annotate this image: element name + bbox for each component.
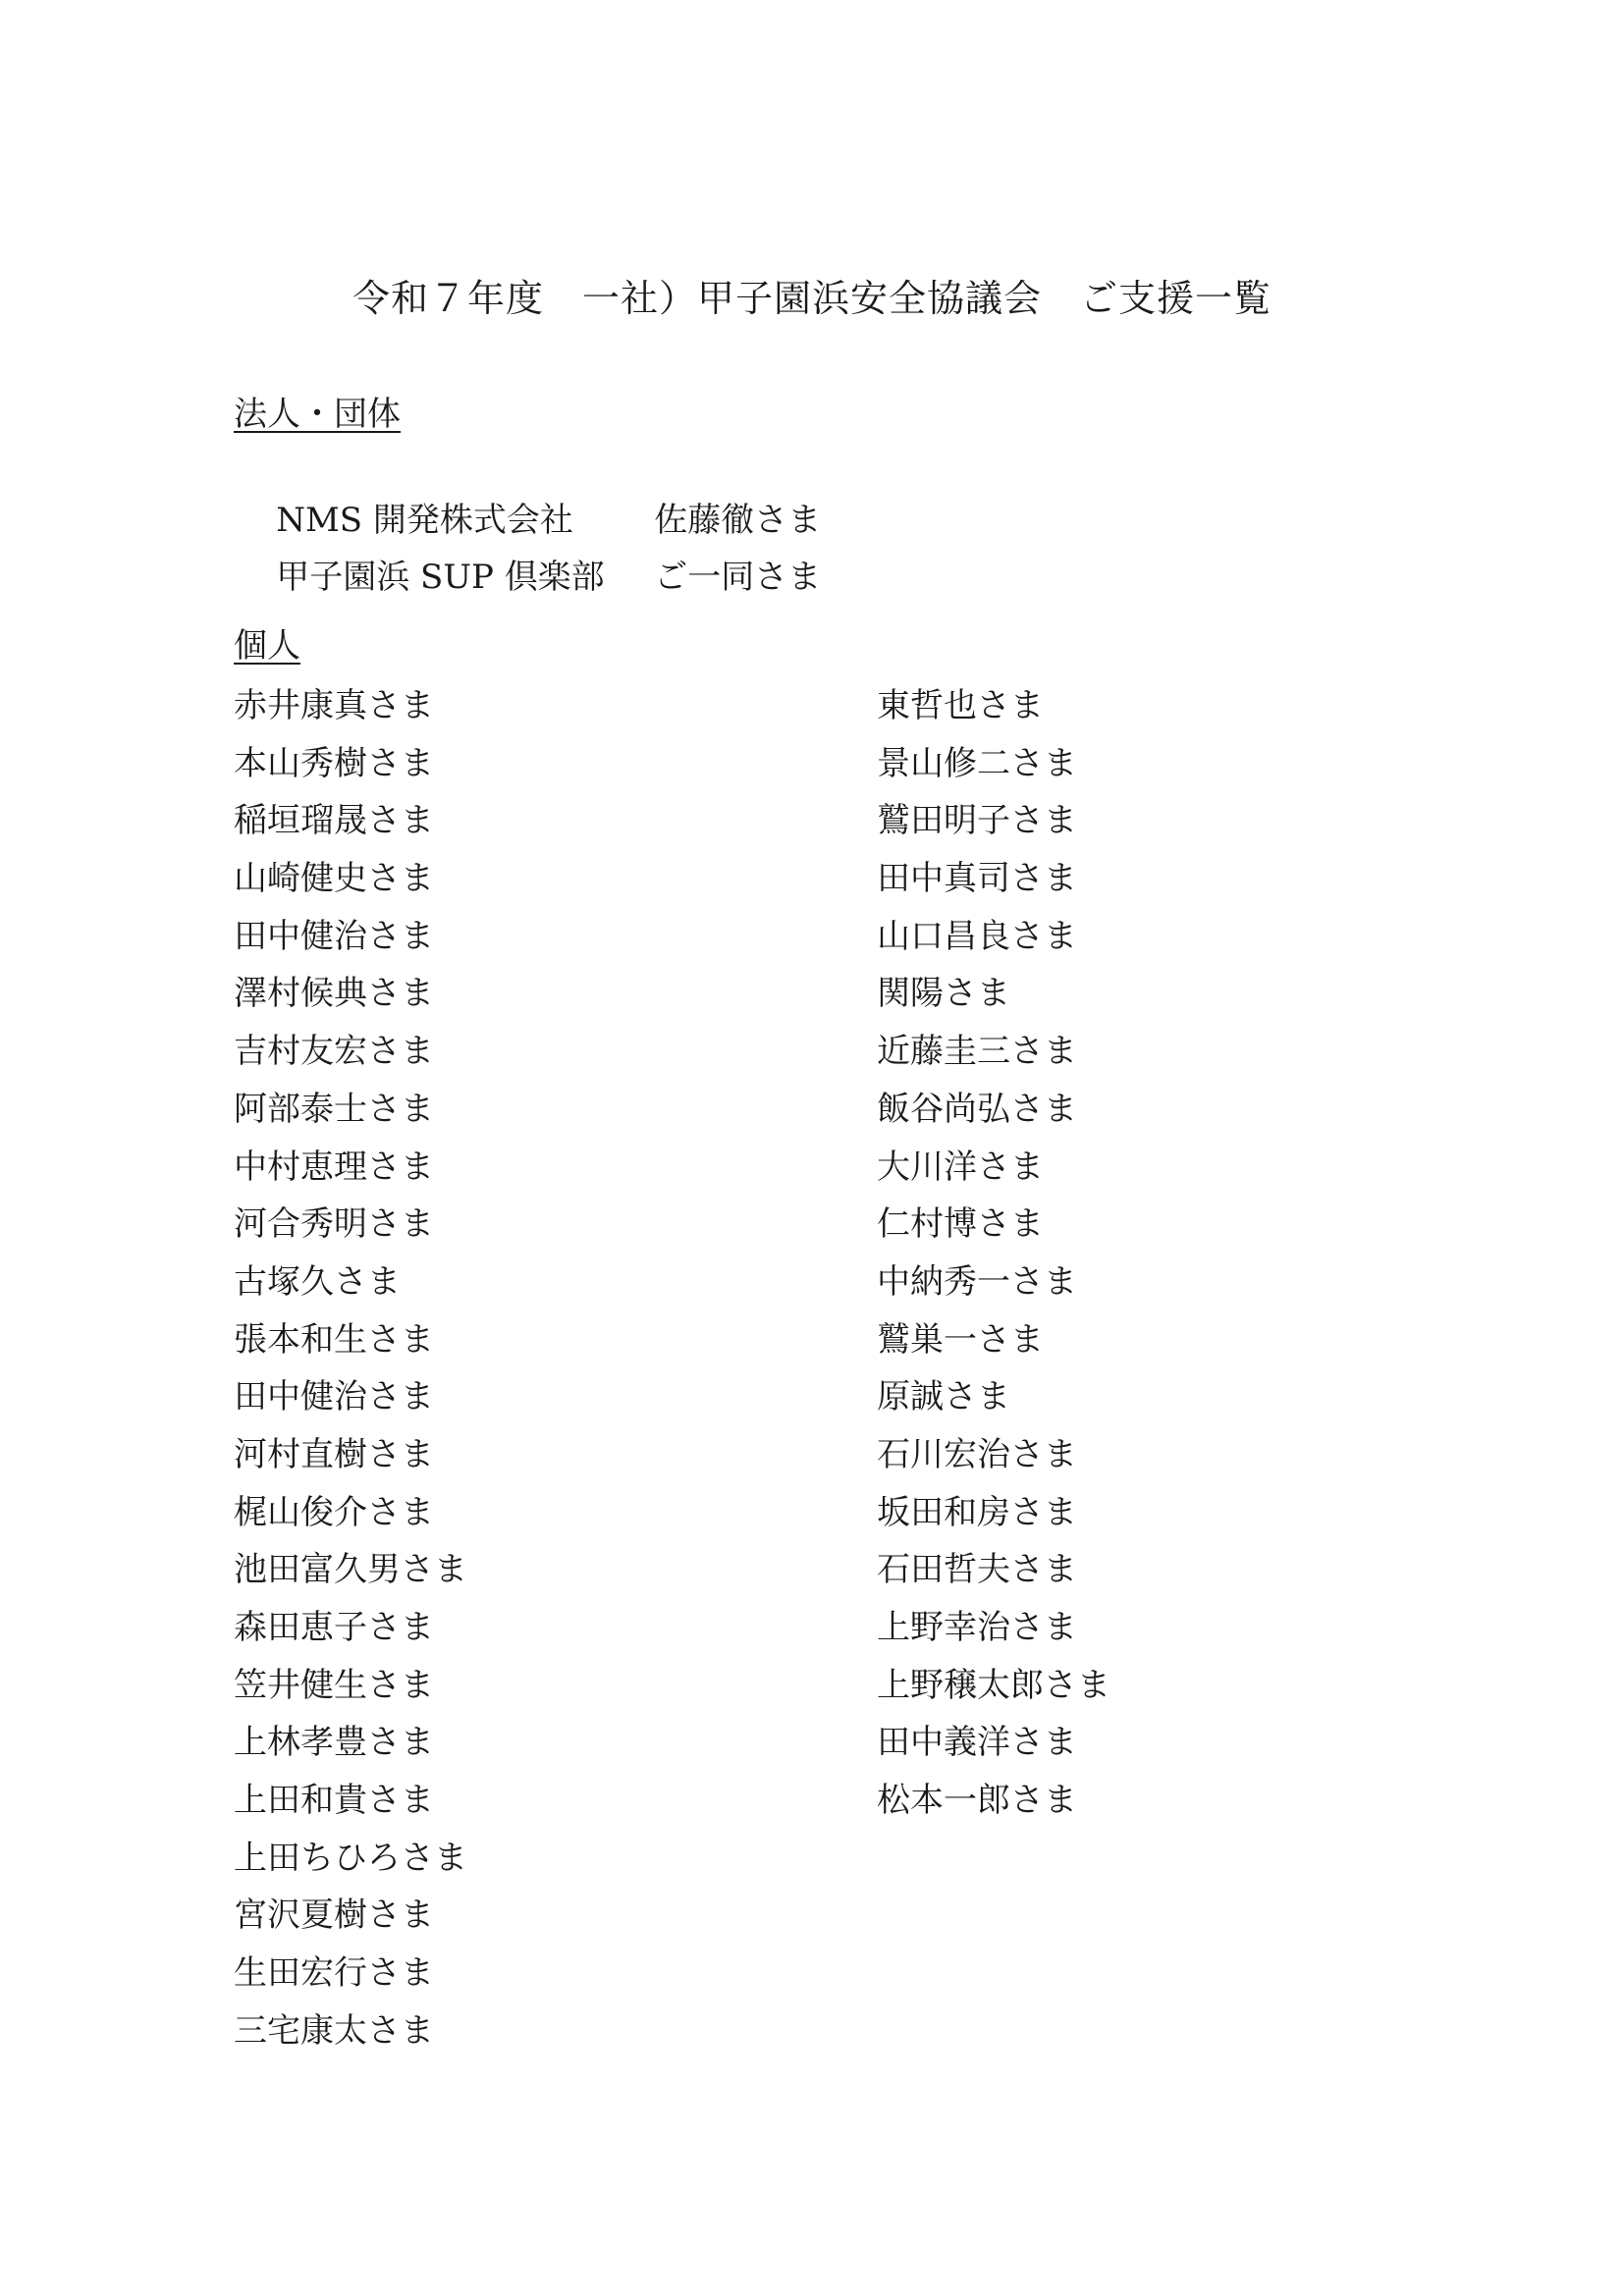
donor-name: 赤井康真さま <box>234 686 434 725</box>
donor-name: 上野幸治さま <box>877 1608 1077 1647</box>
donor-name: 生田宏行さま <box>234 1953 434 1994</box>
corporate-contact: 佐藤徹さま <box>654 501 822 540</box>
donor-name: 宮沢夏樹さま <box>234 1896 434 1936</box>
donor-name: 鷲巣一さま <box>877 1319 1044 1360</box>
donor-name: 稲垣瑠晟さま <box>234 801 434 841</box>
donor-name: 上田ちひろさま <box>234 1838 467 1878</box>
donor-name: 景山修二さま <box>877 743 1077 783</box>
donor-name: 飯谷尚弘さま <box>877 1089 1077 1129</box>
individuals-list-left <box>234 677 467 2060</box>
donor-name: 大川洋さま <box>877 1147 1044 1187</box>
page-title: 令和７年度 一社）甲子園浜安全協議会 ご支援一覧 <box>352 277 1272 320</box>
corporate-name: NMS 開発株式会社 <box>276 501 573 540</box>
donor-name: 三宅康太さま <box>234 2010 434 2051</box>
donor-name: 田中義洋さま <box>877 1723 1077 1763</box>
donor-name: 笠井健生さま <box>234 1665 434 1705</box>
donor-name: 石川宏治さま <box>877 1434 1077 1474</box>
donor-name: 中納秀一さま <box>877 1261 1077 1302</box>
donor-name: 松本一郎さま <box>877 1781 1077 1821</box>
donor-name: 古塚久さま <box>234 1261 401 1302</box>
donor-name: 鷲田明子さま <box>877 801 1077 841</box>
donor-name: 森田恵子さま <box>234 1608 434 1647</box>
donor-name: 東哲也さま <box>877 686 1044 725</box>
donor-name: 澤村候典さま <box>234 974 434 1014</box>
corporate-name: 甲子園浜 SUP 倶楽部 <box>276 558 605 597</box>
donor-name: 上田和貴さま <box>234 1781 434 1821</box>
donor-name: 池田富久男さま <box>234 1550 467 1590</box>
donor-name: 石田哲夫さま <box>877 1550 1077 1590</box>
donor-name: 山崎健史さま <box>234 859 434 899</box>
donor-name: 田中健治さま <box>234 1377 434 1417</box>
donor-name: 田中健治さま <box>234 916 434 956</box>
donor-name: 近藤圭三さま <box>877 1032 1077 1072</box>
donor-name: 河合秀明さま <box>234 1204 434 1245</box>
individuals-heading: 個人 <box>234 626 300 666</box>
donor-name: 山口昌良さま <box>877 916 1077 956</box>
donor-name: 阿部泰士さま <box>234 1089 434 1129</box>
corporate-row <box>234 507 821 648</box>
donor-name: 張本和生さま <box>234 1319 434 1360</box>
donor-name: 河村直樹さま <box>234 1434 434 1474</box>
donor-name: 坂田和房さま <box>877 1492 1077 1532</box>
donor-name: 吉村友宏さま <box>234 1032 434 1072</box>
donor-name: 梶山俊介さま <box>234 1492 434 1532</box>
donor-name: 関陽さま <box>877 974 1010 1014</box>
donor-name: 仁村博さま <box>877 1204 1044 1245</box>
corporate-contact: ご一同さま <box>654 558 822 597</box>
donor-name: 田中真司さま <box>877 859 1077 899</box>
corporate-heading: 法人・団体 <box>234 395 401 434</box>
donor-name: 上野穣太郎さま <box>877 1665 1110 1705</box>
donor-name: 中村恵理さま <box>234 1147 434 1187</box>
donor-name: 原誠さま <box>877 1377 1010 1417</box>
donor-name: 本山秀樹さま <box>234 743 434 783</box>
individuals-list-right <box>877 677 1110 1830</box>
donor-name: 上林孝豊さま <box>234 1723 434 1763</box>
